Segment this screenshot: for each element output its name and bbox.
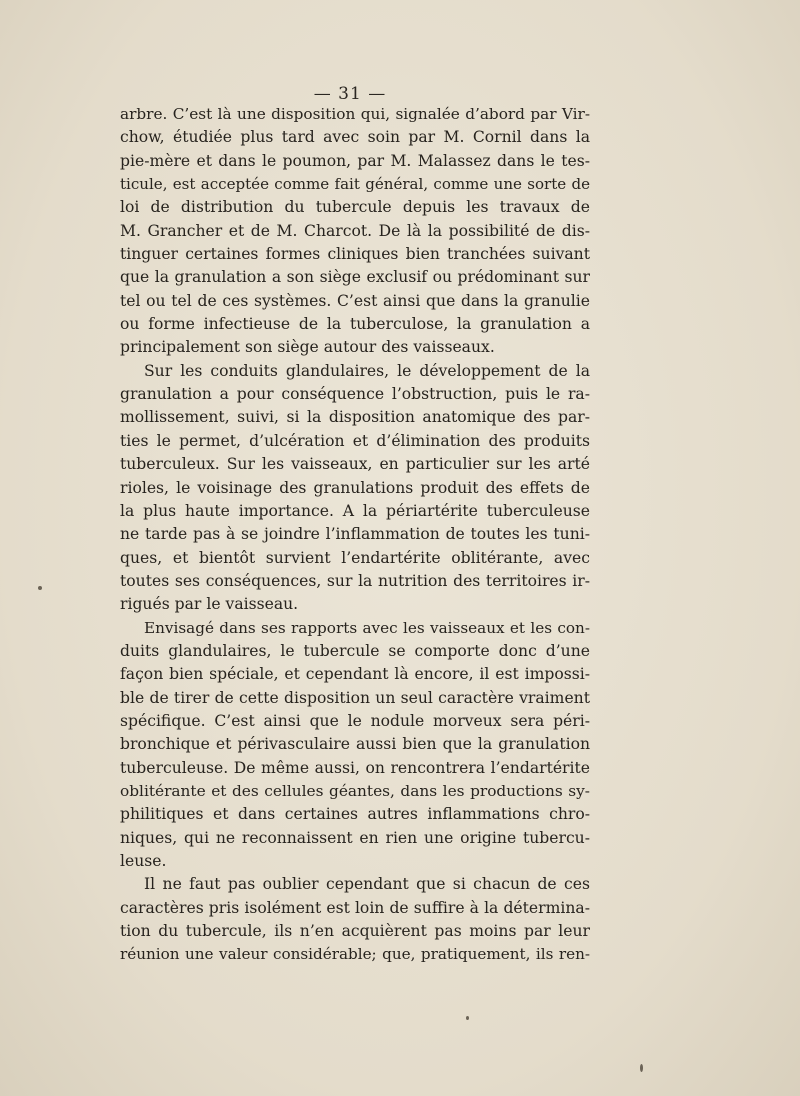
text-line: caractères pris isolément est loin de suffire à la détermina-: [120, 898, 590, 917]
text-line: rioles, le voisinage des granulations produit des effets de: [120, 478, 590, 497]
text-line: oblitérante et des cellules géantes, dans les productions sy-: [120, 781, 590, 800]
text-line: rigués par le vaisseau.: [120, 595, 299, 614]
text-line: tel ou tel de ces systèmes. C’est ainsi que dans la granulie: [120, 291, 590, 310]
text-line: toutes ses conséquences, sur la nutrition des territoires ir-: [120, 571, 590, 590]
text-line: duits glandulaires, le tubercule se comporte donc d’une: [120, 641, 590, 660]
text-line: loi de distribution du tubercule depuis les travaux de: [120, 198, 590, 217]
text-line: que la granulation a son siège exclusif ou prédominant sur: [120, 268, 590, 287]
text-line: ble de tirer de cette disposition un seul caractère vraiment: [120, 688, 590, 707]
text-line: ques, et bientôt survient l’endartérite oblitérante, avec: [120, 548, 590, 567]
body-text: [120, 103, 590, 967]
text-line: tinguer certaines formes cliniques bien tranchées suivant: [120, 245, 590, 264]
text-line: Il ne faut pas oublier cependant que si chacun de ces: [144, 875, 590, 894]
text-line: tuberculeuse. De même aussi, on rencontrera l’endartérite: [120, 758, 590, 777]
ink-speck: [640, 1064, 643, 1072]
ink-speck: [466, 1016, 469, 1020]
text-line: philitiques et dans certaines autres inflammations chro-: [120, 805, 590, 824]
text-line: chow, étudiée plus tard avec soin par M. Cornil dans la: [120, 128, 590, 147]
text-line: mollissement, suivi, si la disposition anatomique des par-: [120, 408, 590, 427]
text-line: tion du tubercule, ils n’en acquièrent pas moins par leur: [120, 922, 590, 941]
text-line: granulation a pour conséquence l’obstruction, puis le ra-: [120, 385, 590, 404]
text-line: façon bien spéciale, et cependant là encore, il est impossi-: [120, 665, 590, 684]
text-line: principalement son siège autour des vaisseaux.: [120, 338, 495, 357]
ink-speck: [38, 586, 42, 590]
text-line: spécifique. C’est ainsi que le nodule morveux sera péri-: [120, 711, 590, 730]
text-line: pie-mère et dans le poumon, par M. Malassez dans le tes-: [120, 151, 590, 170]
text-line: ne tarde pas à se joindre l’inflammation de toutes les tuni-: [120, 525, 590, 544]
text-line: Envisagé dans ses rapports avec les vaisseaux et les con-: [144, 618, 590, 637]
text-line: réunion une valeur considérable; que, pratiquement, ils ren-: [120, 945, 590, 964]
text-line: leuse.: [120, 852, 167, 870]
text-line: M. Grancher et de M. Charcot. De là la possibilité de dis-: [120, 221, 590, 240]
text-line: tuberculeux. Sur les vaisseaux, en particulier sur les arté: [120, 455, 590, 474]
text-line: ticule, est acceptée comme fait général, comme une sorte de: [120, 175, 590, 194]
text-line: la plus haute importance. A la périartérite tuberculeuse: [120, 501, 590, 520]
text-line: ties le permet, d’ulcération et d’élimination des produits: [120, 431, 590, 450]
text-line: bronchique et périvasculaire aussi bien que la granulation: [120, 735, 590, 754]
text-line: Sur les conduits glandulaires, le développement de la: [144, 361, 590, 380]
page-number: — 31 —: [313, 84, 387, 104]
text-line: arbre. C’est là une disposition qui, signalée d’abord par Vir-: [120, 105, 590, 123]
text-line: ou forme infectieuse de la tuberculose, la granulation a: [120, 315, 590, 334]
text-line: niques, qui ne reconnaissent en rien une origine tubercu-: [120, 828, 590, 847]
